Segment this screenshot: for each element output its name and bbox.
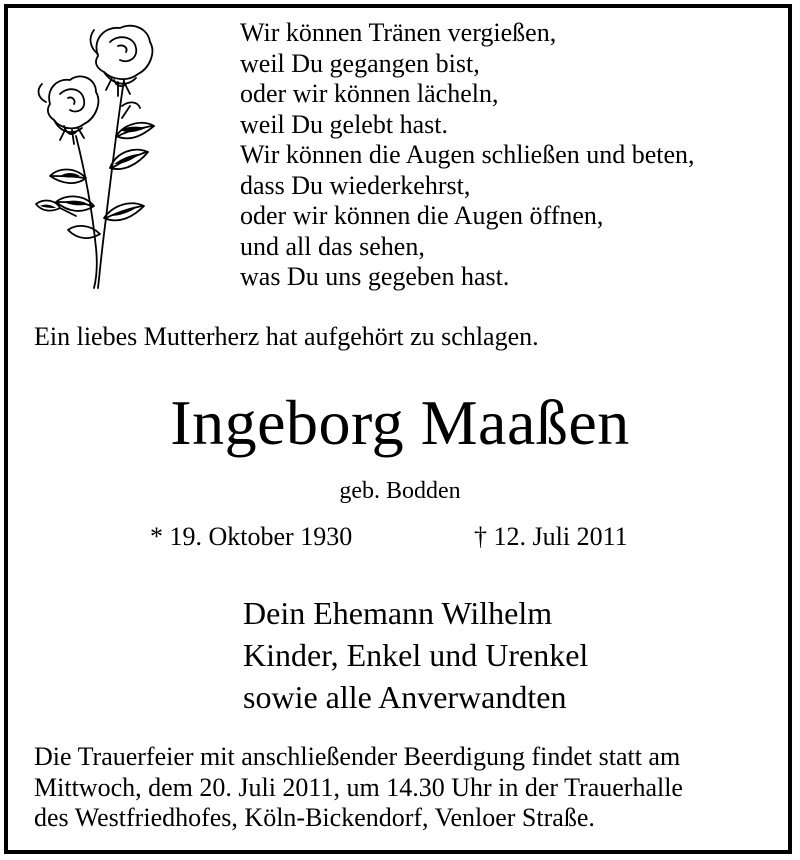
rose-icon [26,18,166,290]
death-date: † 12. Juli 2011 [474,522,628,551]
poem-line: was Du uns gegeben hast. [240,262,510,291]
deceased-name: Ingeborg Maaßen [170,387,630,458]
birth-date: * 19. Oktober 1930 [150,522,353,551]
mourner-line: Dein Ehemann Wilhelm [243,595,553,631]
mourner-line: sowie alle Anverwandten [243,679,567,715]
poem-line: oder wir können lächeln, [240,79,499,108]
poem-line: Wir können die Augen schließen und beten, [240,140,695,169]
mourners-list [243,592,588,718]
poem-line: weil Du gegangen bist, [240,48,480,78]
funeral-notice [34,742,683,834]
maiden-name: geb. Bodden [339,478,461,504]
poem-line: Wir können Tränen vergießen, [240,18,557,47]
poem-line: und all das sehen, [240,231,425,261]
poem [240,18,695,293]
poem-line: weil Du gelebt hast. [240,109,448,139]
poem-line: oder wir können die Augen öffnen, [240,201,604,230]
notice-line: des Westfriedhofes, Köln-Bickendorf, Venloer Straße. [34,803,595,832]
poem-line: dass Du wiederkehrst, [240,170,471,200]
notice-line: Mittwoch, dem 20. Juli 2011, um 14.30 Uhr in der Trauerhalle [34,772,683,802]
intro-text: Ein liebes Mutterherz hat aufgehört zu schlagen. [34,322,539,351]
mourner-line: Kinder, Enkel und Urenkel [243,637,589,673]
notice-line: Die Trauerfeier mit anschließender Beerdigung findet statt am [34,742,681,771]
